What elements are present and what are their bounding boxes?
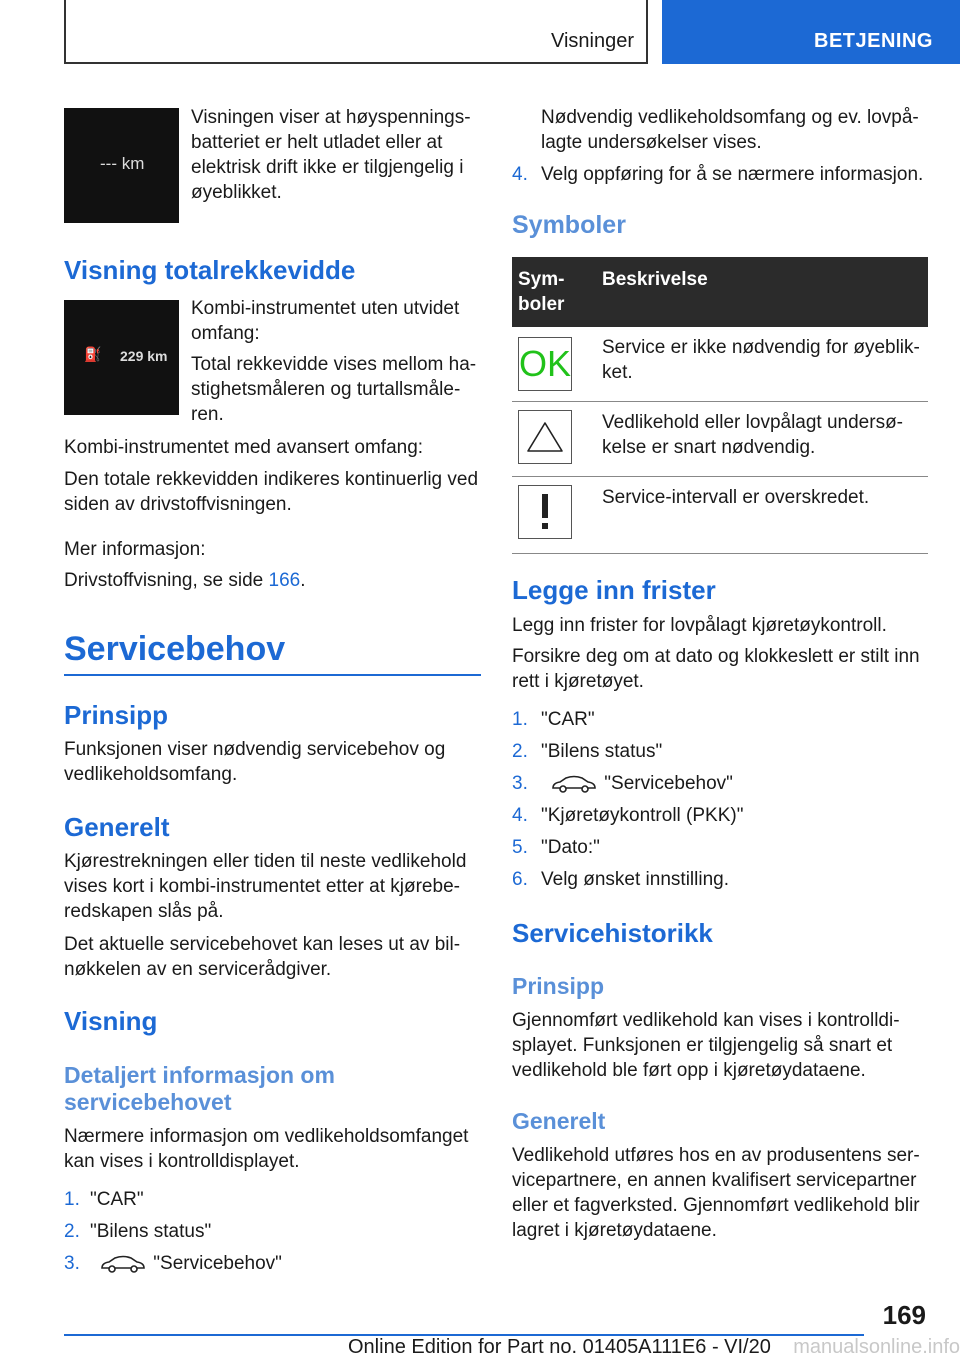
header-section-title: Visninger [550, 30, 634, 52]
detailed-info-text: Nærmere informasjon om vedlikeholdsomfanget kan vises i kontrolldisplayet. [64, 1126, 469, 1172]
car-icon [550, 774, 598, 794]
fuel-display-reference [64, 568, 306, 593]
table-row [512, 402, 928, 477]
warning-triangle-icon [525, 420, 565, 454]
reference-end: . [300, 570, 306, 591]
extended-cluster-desc: Den totale rekkevidden indikeres kontinuerlig ved siden av drivstoffvisningen. [64, 469, 479, 515]
right-step-4 [512, 803, 743, 828]
reference-text: Drivstoffvisning, se side [64, 570, 269, 591]
reference-page-link[interactable]: 166 [268, 570, 301, 591]
frister-text-1: Legg inn frister for lovpålagt kjøretøykontroll. [512, 615, 887, 636]
header-chapter-tab [662, 0, 960, 64]
heading-prinsipp: Prinsipp [64, 700, 169, 730]
car-icon [99, 1254, 147, 1274]
total-range-image [64, 300, 179, 415]
table-row [512, 327, 928, 402]
heading-history-generelt: Generelt [512, 1108, 606, 1134]
step-number: 1. [64, 1189, 80, 1210]
heading-detailed-info: Detaljert informasjon om servicebehovet [64, 1062, 335, 1115]
step-text: Velg ønsket innstilling. [541, 869, 729, 890]
left-step-3 [64, 1251, 282, 1276]
prinsipp-text: Funksjonen viser nødvendig servicebehov og vedlikeholdsomfang. [64, 739, 446, 785]
total-range-text [191, 296, 481, 427]
header-chapter-title: BETJENING [814, 30, 933, 52]
step-text: Velg oppføring for å se nærmere informasjon. [541, 164, 924, 185]
table-header-symbols: Sym-boler [512, 257, 596, 327]
history-generelt-text: Vedlikehold utføres hos en av produsentens ser-vicepartnere, en annen kvalifisert servicepartner eller et fagverksted. Gjennomført vedlikehold blir lagret i kjøretøydataene. [512, 1145, 920, 1241]
symbol-cell [512, 402, 596, 477]
step-text: "Servicebehov" [153, 1253, 282, 1274]
step-text: "Kjøretøykontroll (PKK)" [541, 805, 744, 826]
symbols-table [512, 257, 928, 554]
left-step-2 [64, 1219, 211, 1244]
right-step-6 [512, 867, 729, 892]
step-number: 6. [512, 869, 528, 890]
step-number: 5. [512, 837, 528, 858]
table-row [512, 477, 928, 554]
continued-text: Nødvendig vedlikeholdsomfang og ev. lovpå-lagte undersøkelser vises. [541, 107, 919, 153]
right-step-4-intro [512, 162, 932, 187]
total-range-p1: Kombi-instrumentet uten utvidet omfang: [191, 298, 460, 344]
symbol-cell [512, 327, 596, 402]
right-step-2 [512, 739, 662, 764]
history-prinsipp-text: Gjennomført vedlikehold kan vises i kontrolldi-splayet. Funksjonen er tilgjengelig så snart et vedlikehold ble ført opp i kjøretøydataene. [512, 1010, 900, 1081]
heading-symboler: Symboler [512, 211, 626, 239]
page-title: Servicebehov [64, 630, 286, 668]
heading-history-prinsipp: Prinsipp [512, 973, 605, 999]
step-text: "Bilens status" [90, 1221, 212, 1242]
ok-icon [518, 337, 572, 391]
step-number: 4. [512, 805, 528, 826]
step-text: "CAR" [90, 1189, 144, 1210]
title-rule [64, 674, 481, 676]
step-number: 3. [512, 773, 528, 794]
watermark: manualsonline.info [793, 1336, 960, 1358]
description-cell: Service er ikke nødvendig for øyeblik-ket. [596, 327, 928, 402]
warning-triangle-icon [518, 410, 572, 464]
symbol-cell [512, 477, 596, 554]
heading-total-range: Visning totalrekkevidde [64, 255, 356, 285]
heading-visning: Visning [64, 1006, 158, 1036]
description-cell: Vedlikehold eller lovpålagt undersø-kelse er snart nødvendig. [596, 402, 928, 477]
step-text: "Servicebehov" [604, 773, 733, 794]
step-number: 4. [512, 164, 528, 185]
fuel-icon: ⛽ [84, 346, 102, 362]
right-step-3 [512, 771, 733, 796]
range-display-label: --- km [100, 154, 145, 173]
left-step-1 [64, 1187, 144, 1212]
right-step-1 [512, 707, 595, 732]
generelt-text-1: Kjørestrekningen eller tiden til neste vedlikehold vises kort i kombi-instrumentet etter at kjørebe-redskapen slås på. [64, 851, 467, 922]
step-number: 3. [64, 1253, 80, 1274]
exclamation-icon [518, 485, 572, 539]
intro-text: Visningen viser at høyspennings-batteriet er helt utladet eller at elektrisk drift ikke er tilgjengelig i øyeblikket. [191, 107, 471, 203]
total-range-p2: Total rekkevidde vises mellom ha-stighetsmåleren og turtallsmåle-ren. [191, 354, 477, 425]
ok-label: OK [519, 343, 572, 384]
exclamation-icon [535, 492, 555, 532]
step-text: "Dato:" [541, 837, 600, 858]
generelt-text-2: Det aktuelle servicebehovet kan leses ut av bil-nøkkelen av en servicerådgiver. [64, 934, 461, 980]
step-number: 2. [64, 1221, 80, 1242]
extended-cluster-text: Kombi-instrumentet med avansert omfang: [64, 437, 424, 458]
table-header-row [512, 257, 928, 327]
heading-generelt: Generelt [64, 812, 170, 842]
header-section-box [64, 0, 648, 64]
total-range-label: 229 km [120, 348, 168, 364]
frister-text-2: Forsikre deg om at dato og klokkeslett er stilt inn rett i kjøretøyet. [512, 646, 920, 692]
step-text: "CAR" [541, 709, 595, 730]
table-header-description: Beskrivelse [596, 257, 928, 327]
edition-text: Online Edition for Part no. 01405A111E6 - VI/20 [348, 1336, 771, 1358]
step-number: 2. [512, 741, 528, 762]
step-text: "Bilens status" [541, 741, 663, 762]
more-info-label: Mer informasjon: [64, 539, 206, 560]
heading-servicehistorikk: Servicehistorikk [512, 918, 713, 948]
description-cell: Service-intervall er overskredet. [596, 477, 928, 554]
heading-legge-inn-frister: Legge inn frister [512, 575, 716, 605]
range-display-image [64, 108, 179, 223]
page-number: 169 [882, 1300, 926, 1330]
right-step-5 [512, 835, 600, 860]
step-number: 1. [512, 709, 528, 730]
